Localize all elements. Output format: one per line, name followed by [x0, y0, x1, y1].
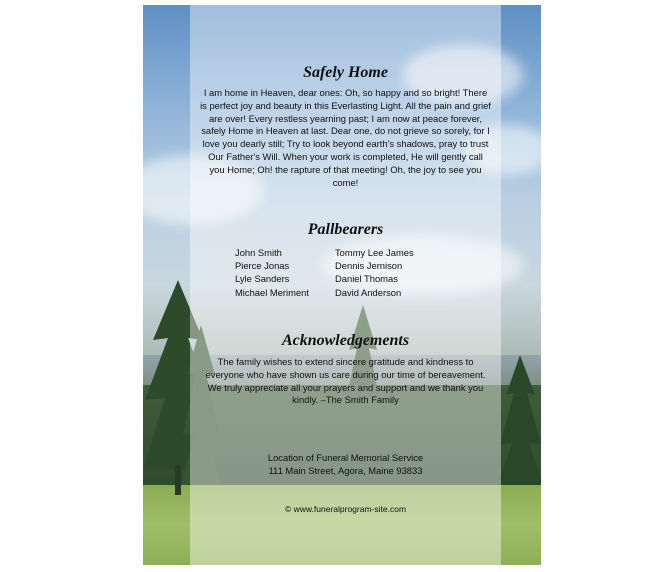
pallbearers-right-column: [335, 246, 414, 299]
pallbearer-name: Lyle Sanders: [235, 273, 290, 285]
acknowledgements-text: The family wishes to extend sincere gratitude and kindness to everyone who have shown us care during our time of bereavement. We truly appreciate all your prayers and support and we thank you kindly. –The Smith Family: [205, 356, 486, 406]
pallbearer-name: Tommy Lee James: [335, 247, 414, 258]
pallbearer-name: David Anderson: [335, 286, 402, 298]
service-location-address: 111 Main Street, Agora, Maine 93833: [268, 465, 423, 476]
pallbearer-name: John Smith: [235, 247, 282, 258]
pallbearer-name: Daniel Thomas: [335, 273, 398, 285]
pallbearer-name: Pierce Jonas: [235, 260, 290, 272]
pallbearers-left-column: [235, 246, 309, 299]
service-location-label: Location of Funeral Memorial Service: [267, 452, 424, 463]
pallbearer-name: Dennis Jernison: [335, 260, 403, 272]
poem-title: Safely Home: [303, 64, 388, 81]
pallbearer-name: Michael Meriment: [235, 286, 309, 298]
website-credit: © www.funeralprogram-site.com: [284, 504, 407, 514]
pallbearers-title: Pallbearers: [307, 221, 384, 238]
poem-text: I am home in Heaven, dear ones: Oh, so happy and so bright! There is perfect joy and beauty in this Everlasting Light. All the pain and grief are over! Every restless yearning past; I am now at peace forever, safely Home in Heaven at last. Dear one, do not grieve so sorely, for I love you dearly still; Try to look beyond earth's shadows, pray to trust Our Father's Will. When your work is completed, He will gently call you Home; Oh! the rapture of that meeting! Oh, the joy to see you come!: [200, 87, 491, 188]
acknowledgements-title: Acknowledgements: [281, 332, 410, 349]
